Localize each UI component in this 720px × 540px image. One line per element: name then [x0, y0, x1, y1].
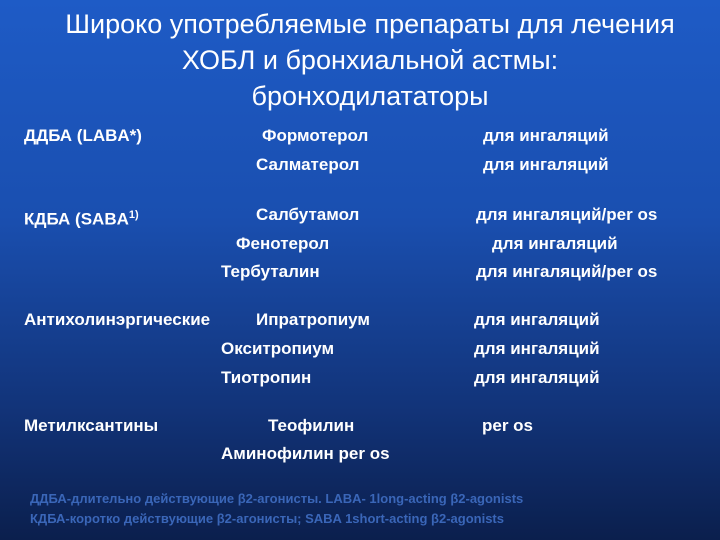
drug-terbutaline: Тербуталин [221, 262, 320, 281]
route-oxitropium: для ингаляций [474, 339, 600, 358]
group-label-saba [24, 205, 139, 230]
title-line-1: Широко употребляемые препараты для лечения [65, 9, 675, 39]
route-ipratropium: для ингаляций [474, 310, 600, 329]
route-fenoterol: для ингаляций [492, 234, 618, 253]
group-label-methylxanthines: Метилксантины [24, 416, 159, 435]
drug-theophylline: Теофилин [268, 416, 355, 435]
title-line-2: ХОБЛ и бронхиальной астмы: [181, 45, 559, 75]
drug-ipratropium: Ипратропиум [256, 310, 370, 329]
drug-salbutamol: Салбутамол [256, 205, 360, 224]
route-formoterol: для ингаляций [483, 126, 609, 145]
route-salbutamol: для ингаляций/per os [476, 205, 658, 224]
abbreviation-footnote [30, 489, 710, 529]
route-theophylline: per os [482, 416, 534, 435]
drug-aminophylline: Аминофилин per os [221, 444, 390, 463]
footnote-line-2: КДБА-коротко действующие β2-агонисты; SABA 1short-acting β2-agonists [30, 511, 504, 526]
route-salmeterol: для ингаляций [483, 155, 609, 174]
slide-title [0, 6, 720, 114]
drug-tiotropium: Тиотропин [221, 368, 312, 387]
group-label-anticholinergic: Антихолинэргические [24, 310, 211, 329]
group-label-saba-sup: 1) [128, 209, 139, 221]
route-terbutaline: для ингаляций/per os [476, 262, 658, 281]
drug-salmeterol: Салматерол [256, 155, 360, 174]
route-tiotropium: для ингаляций [474, 368, 600, 387]
group-label-saba-text: КДБА (SABA [24, 209, 129, 229]
title-line-3: бронходилататоры [251, 81, 489, 111]
footnote-line-1: ДДБА-длительно действующие β2-агонисты. LABA- 1long-acting β2-agonists [30, 491, 524, 506]
drug-formoterol: Формотерол [262, 126, 369, 145]
drug-fenoterol: Фенотерол [236, 234, 330, 253]
drug-oxitropium: Окситропиум [221, 339, 335, 358]
group-label-laba: ДДБА (LABA*) [24, 126, 142, 145]
